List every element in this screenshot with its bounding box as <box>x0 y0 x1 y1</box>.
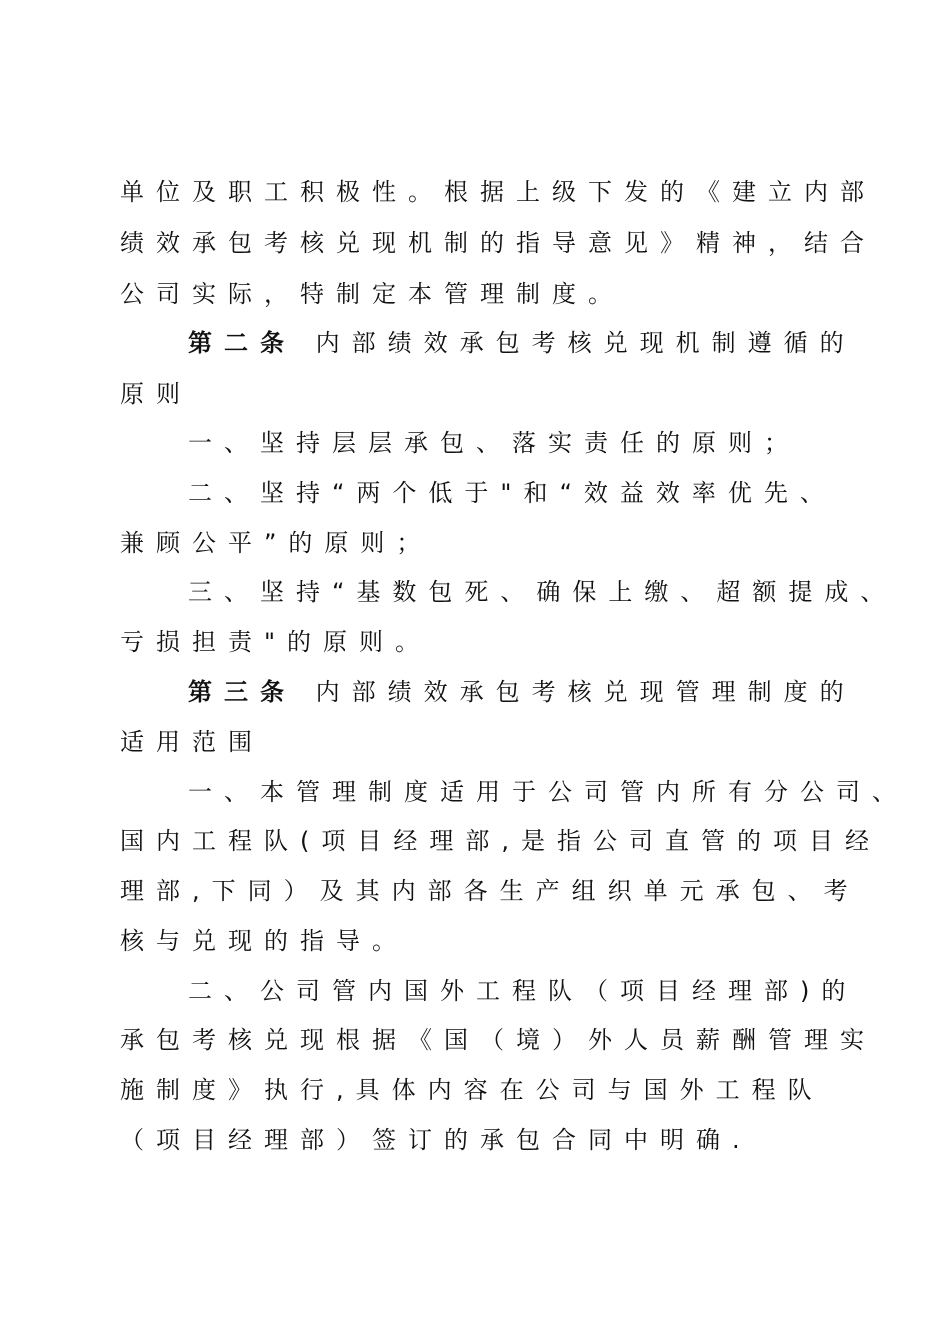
paragraph-line: 兼顾公平”的原则； <box>120 529 433 557</box>
list-item: 一、坚持层层承包、落实责任的原则； <box>188 429 800 457</box>
article-2-heading <box>188 328 856 358</box>
article-number: 第三条 <box>188 678 296 706</box>
paragraph-line: 承包考核兑现根据《国（境）外人员薪酬管理实 <box>120 1026 876 1054</box>
paragraph-line: 公司实际，特制定本管理制度。 <box>120 280 624 308</box>
paragraph-line: 核与兑现的指导。 <box>120 927 408 955</box>
paragraph-line: 绩效承包考核兑现机制的指导意见》精神，结合 <box>120 229 876 257</box>
article-number: 第二条 <box>188 329 296 357</box>
paragraph-line: 施制度》执行,具体内容在公司与国外工程队 <box>120 1076 824 1104</box>
paragraph-line: 国内工程队(项目经理部,是指公司直管的项目经 <box>120 827 881 855</box>
list-item: 二、公司管内国外工程队（项目经理部)的 <box>188 977 858 1005</box>
article-title: 内部绩效承包考核兑现机制遵循的 <box>315 329 856 357</box>
paragraph-line: 原则 <box>120 380 192 408</box>
paragraph-line: 亏损担责"的原则。 <box>120 628 432 656</box>
article-title: 内部绩效承包考核兑现管理制度的 <box>315 678 856 706</box>
list-item: 三、坚持“基数包死、确保上缴、超额提成、 <box>188 578 897 606</box>
list-item: 一、本管理制度适用于公司管内所有分公司、 <box>188 778 908 806</box>
paragraph-line: （项目经理部）签订的承包合同中明确. <box>120 1126 752 1154</box>
paragraph-line: 单位及职工积极性。根据上级下发的《建立内部 <box>120 178 876 206</box>
paragraph-line: 理部,下同）及其内部各生产组织单元承包、考 <box>120 877 860 905</box>
list-item: 二、坚持“两个低于"和“效益效率优先、 <box>188 479 836 507</box>
article-3-heading <box>188 677 856 707</box>
paragraph-line: 适用范围 <box>120 728 264 756</box>
